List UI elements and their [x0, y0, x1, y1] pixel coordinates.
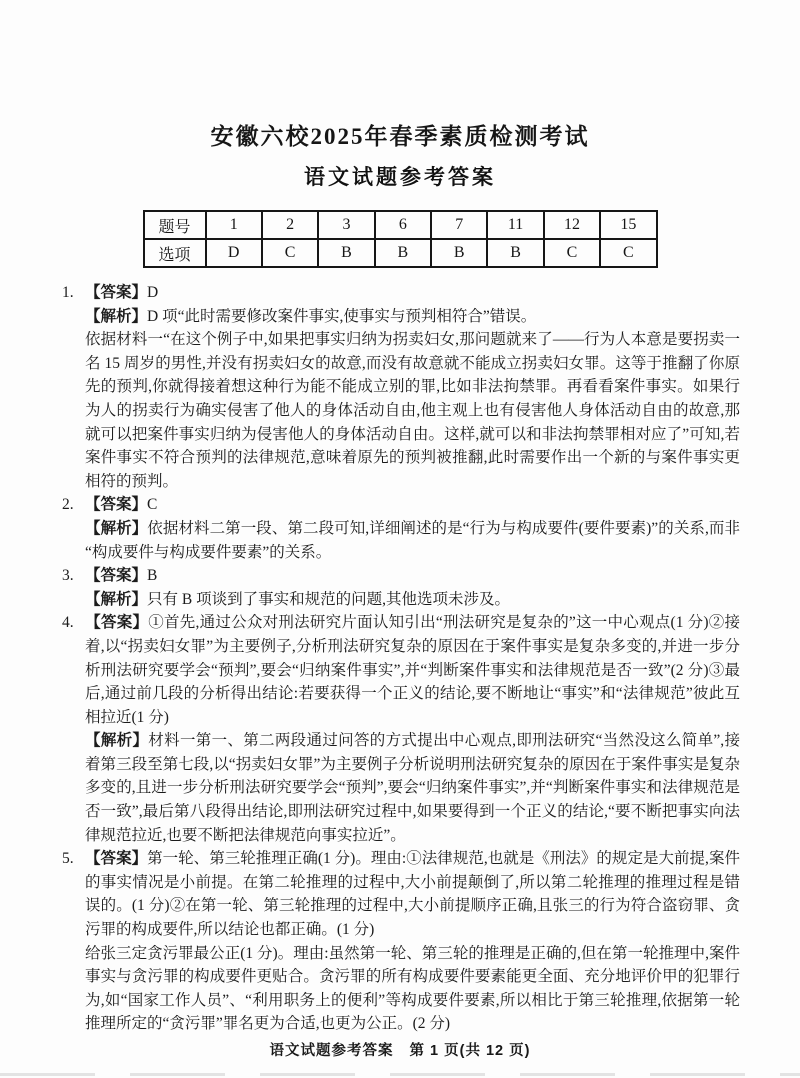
answer-option-cell: D — [206, 239, 262, 267]
answer-key-table — [143, 210, 658, 268]
answer-item — [62, 493, 740, 564]
answer-paragraph: 依据材料一“在这个例子中,如果把事实归纳为拐卖妇女,那问题就来了——行为人本意是要拐卖一名 15 周岁的男性,并没有拐卖妇女的故意,而没有故意就不能成立拐卖妇女罪。这等于推翻了你原先的预判,你就得接着想这种行为能不能成立别的罪,比如非法拘禁罪。再看看案件事实。如果行为人的拐卖行为确实侵害了他人的身体活动自由,他主观上也有侵害他人身体活动自由的故意,那就可以把案件事实归纳为侵害他人的身体活动自由。这样,就可以和非法拘禁罪相对应了”可知,若案件事实不符合预判的法律规范,意味着原先的预判被推翻,此时需要作出一个新的与案件事实更相符的预判。 — [85, 331, 740, 490]
answer-option-label: 选项 — [144, 239, 206, 267]
question-number-cell: 7 — [431, 211, 487, 239]
footer-title: 语文试题参考答案 — [269, 1043, 394, 1059]
answer-item — [62, 281, 740, 493]
answer-marker: 【答案】 — [85, 496, 148, 514]
answer-paragraph: 1. 【答案】D — [85, 281, 740, 305]
answer-marker: 【解析】 — [85, 590, 148, 608]
item-number: 2. — [62, 496, 74, 514]
answer-option-cell: B — [375, 239, 431, 267]
answer-option-cell: C — [544, 239, 600, 267]
answer-marker: 【解析】 — [85, 732, 149, 750]
answer-item — [62, 611, 740, 847]
item-number: 3. — [62, 567, 74, 585]
answer-marker: 【答案】 — [85, 850, 148, 868]
question-number-cell: 6 — [375, 211, 431, 239]
answer-item — [62, 564, 740, 611]
answer-paragraph: 【解析】D 项“此时需要修改案件事实,使事实与预判相符合”错误。 — [85, 307, 537, 325]
page-title: 安徽六校2025年春季素质检测考试 — [210, 124, 590, 149]
answer-item — [62, 847, 740, 1036]
answer-option-cell: B — [318, 239, 374, 267]
answers-body — [62, 281, 740, 1036]
answer-option-cell: B — [431, 239, 487, 267]
item-number: 4. — [62, 614, 74, 632]
question-number-cell: 3 — [318, 211, 374, 239]
answer-paragraph: 【解析】只有 B 项谈到了事实和规范的问题,其他选项未涉及。 — [85, 590, 510, 608]
answer-option-cell: C — [600, 239, 656, 267]
answer-marker: 【解析】 — [85, 307, 148, 325]
question-number-cell: 2 — [262, 211, 318, 239]
page-subtitle: 语文试题参考答案 — [304, 166, 496, 189]
scan-edge-artifact — [0, 1073, 800, 1076]
answer-marker: 【解析】 — [85, 519, 148, 537]
answer-paragraph: 【解析】材料一第一、第二两段通过问答的方式提出中心观点,即刑法研究“当然没这么简单”,接着第三段至第七段,以“拐卖妇女罪”为主要例子分析说明刑法研究复杂的原因在于案件事实是复杂多变的,且进一步分析刑法研究要学会“预判”,要会“归纳案件事实”,并“判断案件事实和法律规范是否一致”,最后第八段得出结论,即刑法研究过程中,如果要得到一个正义的结论,“要不断把事实向法律规范拉近,也要不断把法律规范向事实拉近”。 — [85, 732, 740, 844]
answer-paragraph: 2. 【答案】C — [85, 493, 740, 517]
question-number-cell: 1 — [206, 211, 262, 239]
question-number-cell: 12 — [544, 211, 600, 239]
answer-paragraph: 5. 【答案】第一轮、第三轮推理正确(1 分)。理由:①法律规范,也就是《刑法》的规定是大前提,案件的事实情况是小前提。在第二轮推理的过程中,大小前提颠倒了,所以第二轮推理的推理过程是错误的。(1 分)②在第一轮、第三轮推理的过程中,大小前提顺序正确,且张三的行为符合盗窃罪、贪污罪的构成要件,所以结论也都正确。(1 分) — [85, 847, 740, 941]
footer-page-number: 第 1 页(共 12 页) — [409, 1043, 531, 1059]
answer-option-row — [144, 239, 657, 267]
answer-marker: 【答案】 — [85, 284, 148, 301]
answer-paragraph: 给张三定贪污罪最公正(1 分)。理由:虽然第一轮、第三轮的推理是正确的,但在第一轮推理中,案件事实与贪污罪的构成要件更贴合。贪污罪的所有构成要件要素能更全面、充分地评价甲的犯罪行为,如“国家工作人员”、“利用职务上的便利”等构成要件要素,所以相比于第三轮推理,依据第一轮推理所定的“贪污罪”罪名更为合适,也更为公正。(2 分) — [85, 944, 740, 1033]
item-number: 5. — [62, 850, 74, 868]
answer-option-cell: C — [262, 239, 318, 267]
answer-paragraph: 【解析】依据材料二第一段、第二段可知,详细阐述的是“行为与构成要件(要件要素)”的关系,而非“构成要件与构成要件要素”的关系。 — [85, 519, 740, 561]
answer-marker: 【答案】 — [85, 614, 149, 632]
answer-paragraph: 3. 【答案】B — [85, 564, 740, 588]
question-number-row — [144, 211, 657, 239]
answer-option-cell: B — [487, 239, 543, 267]
item-number: 1. — [62, 284, 74, 301]
question-number-label: 题号 — [144, 211, 206, 239]
answer-paragraph: 4. 【答案】①首先,通过公众对刑法研究片面认知引出“刑法研究是复杂的”这一中心观点(1 分)②接着,以“拐卖妇女罪”为主要例子,分析刑法研究复杂的原因在于案件事实是复杂多变的,并进一步分析刑法研究要学会“预判”,要会“归纳案件事实”,并“判断案件事实和法律规范是否一致”(2 分)③最后,通过前几段的分析得出结论:若要获得一个正义的结论,要不断地让“事实”和“法律规范”彼此互相拉近(1 分) — [85, 611, 740, 729]
question-number-cell: 15 — [600, 211, 656, 239]
answer-marker: 【答案】 — [85, 567, 148, 585]
page-footer — [0, 1039, 800, 1060]
question-number-cell: 11 — [487, 211, 543, 239]
